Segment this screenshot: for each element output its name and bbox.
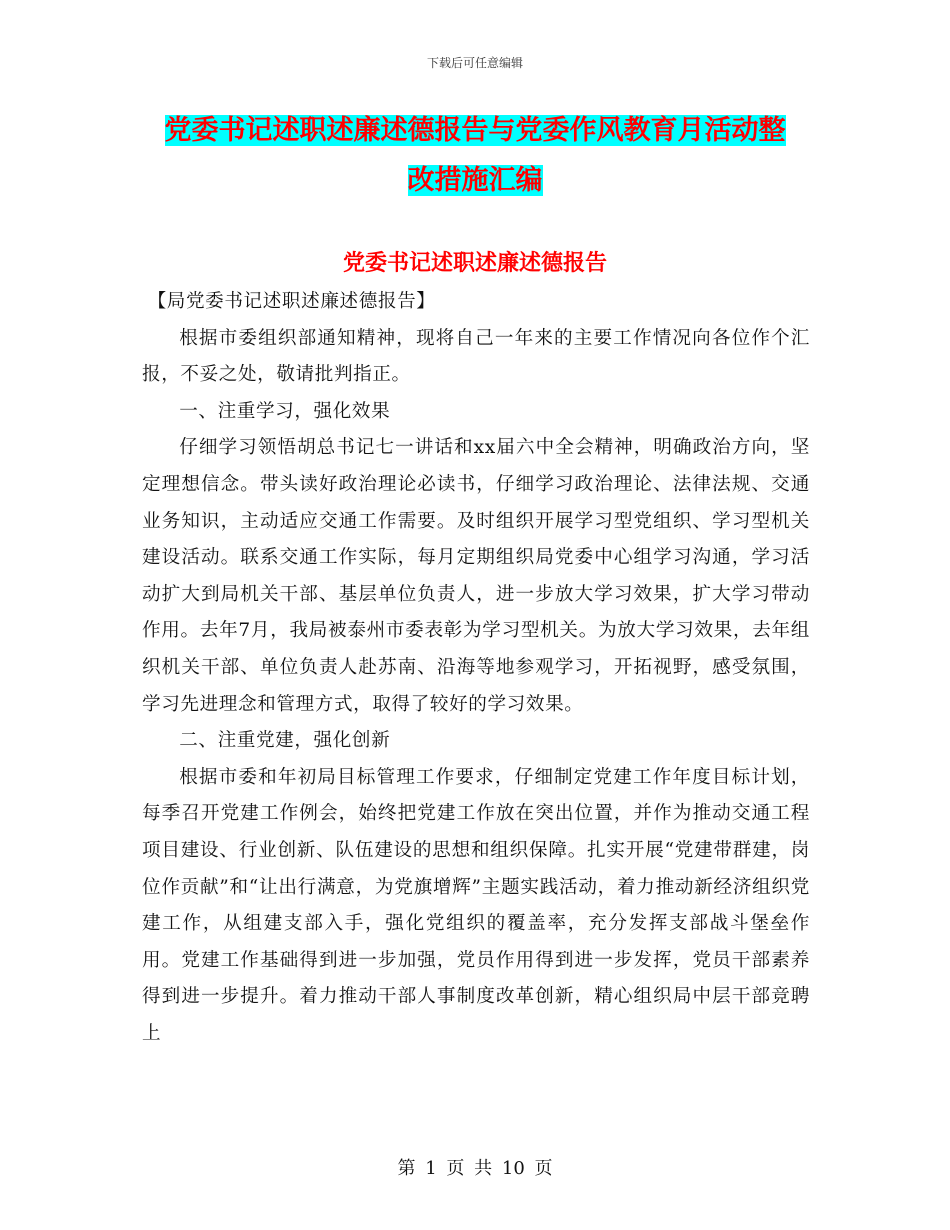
heading-1: 一、注重学习，强化效果 [179, 400, 391, 422]
page-prefix: 第 [397, 1158, 416, 1179]
paragraph: 仔细学习领悟胡总书记七一讲话和xx届六中全会精神，明确政治方向，坚定理想信念。带头读好政治理论必读书，仔细学习政治理论、法律法规、交通业务知识，主动适应交通工作需要。及时组织开展学习型党组织、学习型机关建设活动。联系交通工作实际，每月定期组织局党委中心组学习沟通，学习活动扩大到局机关干部、基层单位负责人，进一步放大学习效果，扩大学习带动作用。去年7月，我局被泰州市委表彰为学习型机关。为放大学习效果，去年组织机关干部、单位负责人赴苏南、沿海等地参观学习，开拓视野，感受氛围，学习先进理念和管理方式，取得了较好的学习效果。 [142, 437, 810, 715]
report-subtitle: 【局党委书记述职述廉述德报告】 [147, 291, 436, 312]
header-note: 下载后可任意编辑 [426, 56, 523, 70]
page-footer [0, 1154, 950, 1180]
page-number: 1 [425, 1158, 437, 1179]
document-title-line-2: 改措施汇编 [407, 165, 543, 196]
page-suffix: 页 [534, 1158, 553, 1179]
document-body [142, 284, 810, 1052]
document-title-line-1: 党委书记述职述廉述德报告与党委作风教育月活动整 [164, 115, 786, 146]
paragraph: 根据市委组织部通知精神，现将自己一年来的主要工作情况向各位作个汇报，不妥之处，敬请批判指正。 [142, 327, 810, 386]
heading-2: 二、注重党建，强化创新 [179, 730, 391, 752]
paragraph: 根据市委和年初局目标管理工作要求，仔细制定党建工作年度目标计划，每季召开党建工作例会，始终把党建工作放在突出位置，并作为推动交通工程项目建设、行业创新、队伍建设的思想和组织保障。扎实开展“党建带群建，岗位作贡献”和“让出行满意，为党旗增辉”主题实践活动，着力推动新经济组织党建工作，从组建支部入手，强化党组织的覆盖率，充分发挥支部战斗堡垒作用。党建工作基础得到进一步加强，党员作用得到进一步发挥，党员干部素养得到进一步提升。着力推动干部人事制度改革创新，精心组织局中层干部竞聘上 [142, 766, 810, 1044]
page-total: 10 [501, 1158, 525, 1179]
document-title [140, 106, 810, 206]
section-title: 党委书记述职述廉述德报告 [342, 250, 607, 276]
page-mid: 页 共 [446, 1158, 493, 1179]
